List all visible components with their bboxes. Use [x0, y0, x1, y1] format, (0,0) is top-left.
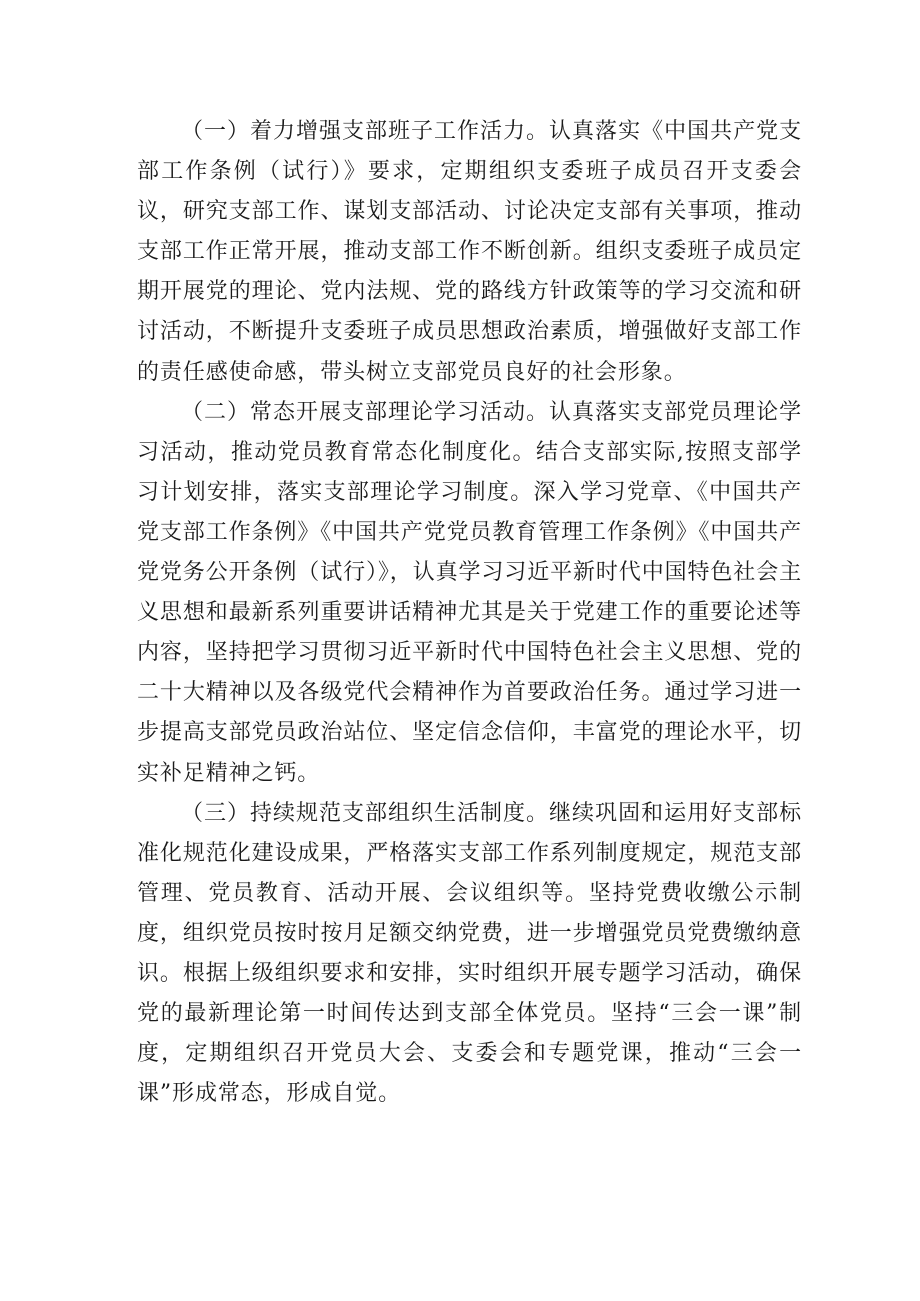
paragraph-3: （三）持续规范支部组织生活制度。继续巩固和运用好支部标准化规范化建设成果，严格落实支部工作系列制度规定，规范支部管理、党员教育、活动开展、会议组织等。坚持党费收缴公示制度，组织党员按时按月足额交纳党费，进一步增强党员党费缴纳意识。根据上级组织要求和安排，实时组织开展专题学习活动，确保党的最新理论第一时间传达到支部全体党员。坚持“三会一课”制度，定期组织召开党员大会、支委会和专题党课，推动“三会一课”形成常态，形成自觉。 — [137, 800, 802, 1107]
document-body — [137, 112, 802, 1114]
paragraph-1: （一）着力增强支部班子工作活力。认真落实《中国共产党支部工作条例（试行）》要求，定期组织支委班子成员召开支委会议，研究支部工作、谋划支部活动、讨论决定支部有关事项，推动支部工作正常开展，推动支部工作不断创新。组织支委班子成员定期开展党的理论、党内法规、党的路线方针政策等的学习交流和研讨活动，不断提升支委班子成员思想政治素质，增强做好支部工作的责任感使命感，带头树立支部党员良好的社会形象。 — [137, 119, 802, 385]
paragraph-2: （二）常态开展支部理论学习活动。认真落实支部党员理论学习活动，推动党员教育常态化制度化。结合支部实际,按照支部学习计划安排，落实支部理论学习制度。深入学习党章、《中国共产党支部工作条例》《中国共产党党员教育管理工作条例》《中国共产党党务公开条例（试行）》，认真学习习近平新时代中国特色社会主义思想和最新系列重要讲话精神尤其是关于党建工作的重要论述等内容，坚持把学习贯彻习近平新时代中国特色社会主义思想、党的二十大精神以及各级党代会精神作为首要政治任务。通过学习进一步提高支部党员政治站位、坚定信念信仰，丰富党的理论水平，切实补足精神之钙。 — [137, 399, 803, 786]
